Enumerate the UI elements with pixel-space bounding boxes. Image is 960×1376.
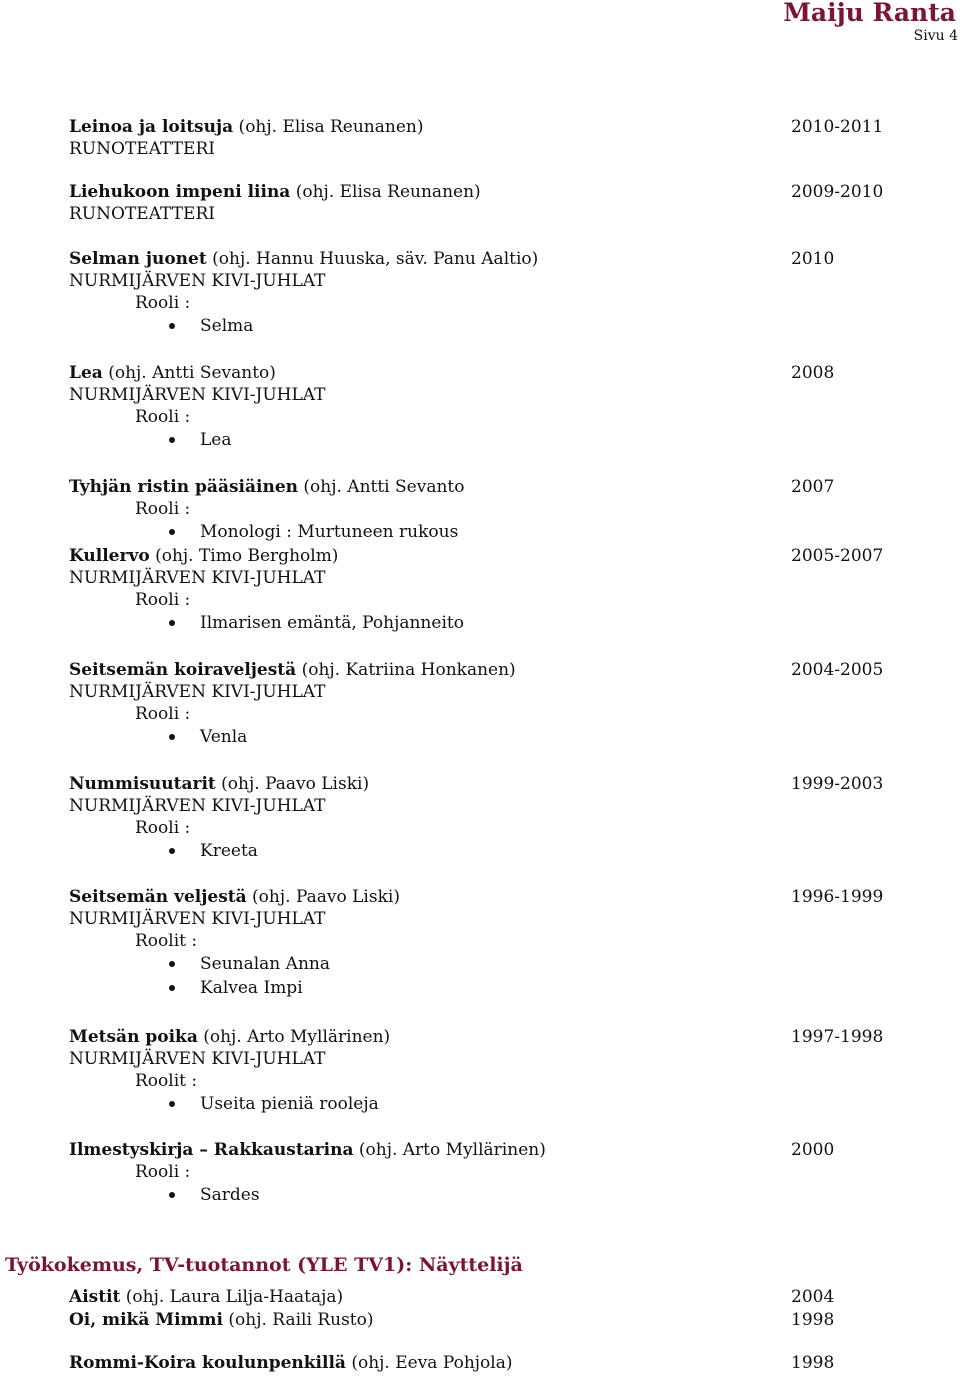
production-title: Lea [69, 363, 103, 383]
role-item: Kreeta [69, 839, 929, 863]
theatre-entry [69, 476, 929, 544]
theatre-entry [69, 545, 929, 635]
bullet-icon [169, 1192, 175, 1198]
director: (ohj. Paavo Liski) [246, 887, 400, 907]
role-label: Roolit : [135, 1071, 198, 1091]
director: (ohj. Eeva Pohjola) [345, 1353, 513, 1373]
year: 1998 [791, 1353, 835, 1373]
director: (ohj. Raili Rusto) [222, 1310, 374, 1330]
year: 2004-2005 [791, 660, 884, 680]
bullet-icon [169, 1101, 175, 1107]
production-title: Liehukoon impeni liina [69, 182, 291, 202]
organization: RUNOTEATTERI [69, 204, 215, 224]
production-title: Ilmestyskirja – Rakkaustarina [69, 1140, 354, 1160]
organization: NURMIJÄRVEN KIVI-JUHLAT [69, 796, 326, 816]
bullet-icon [169, 437, 175, 443]
director: (ohj. Paavo Liski) [215, 774, 370, 794]
organization: RUNOTEATTERI [69, 139, 215, 159]
director: (ohj. Laura Lilja-Haataja) [120, 1287, 344, 1307]
theatre-entry [69, 1139, 929, 1207]
year: 1996-1999 [791, 887, 884, 907]
director: (ohj. Elisa Reunanen) [233, 117, 424, 137]
bullet-icon [169, 620, 175, 626]
director: (ohj. Elisa Reunanen) [290, 182, 481, 202]
tv-entry [69, 1352, 929, 1374]
theatre-entry [69, 659, 929, 749]
year: 1998 [791, 1310, 835, 1330]
director: (ohj. Timo Bergholm) [149, 546, 339, 566]
role-label: Rooli : [135, 590, 191, 610]
theatre-entry [69, 181, 929, 225]
organization: NURMIJÄRVEN KIVI-JUHLAT [69, 682, 326, 702]
year: 2010-2011 [791, 117, 884, 137]
role-item: Useita pieniä rooleja [69, 1092, 929, 1116]
production-title: Seitsemän koiraveljestä [69, 660, 297, 680]
organization: NURMIJÄRVEN KIVI-JUHLAT [69, 909, 326, 929]
theatre-entry [69, 773, 929, 863]
organization: NURMIJÄRVEN KIVI-JUHLAT [69, 385, 326, 405]
bullet-icon [169, 529, 175, 535]
production-title: Nummisuutarit [69, 774, 216, 794]
year: 2008 [791, 363, 835, 383]
bullet-icon [169, 985, 175, 991]
production-title: Seitsemän veljestä [69, 887, 247, 907]
production-title: Tyhjän ristin pääsiäinen [69, 477, 298, 497]
production-title: Aistit [69, 1287, 121, 1307]
bullet-icon [169, 848, 175, 854]
director: (ohj. Katriina Honkanen) [296, 660, 516, 680]
year: 2009-2010 [791, 182, 884, 202]
year: 2004 [791, 1287, 835, 1307]
tv-entry [69, 1286, 929, 1308]
organization: NURMIJÄRVEN KIVI-JUHLAT [69, 568, 326, 588]
director: (ohj. Antti Sevanto) [102, 363, 276, 383]
role-item: Sardes [69, 1183, 929, 1207]
author-name: Maiju Ranta [783, 0, 956, 27]
year: 1999-2003 [791, 774, 884, 794]
role-item: Seunalan Anna [69, 952, 929, 976]
theatre-entry [69, 1026, 929, 1116]
production-title: Oi, mikä Mimmi [69, 1310, 223, 1330]
bullet-icon [169, 323, 175, 329]
role-label: Rooli : [135, 499, 191, 519]
year: 2010 [791, 249, 835, 269]
year: 1997-1998 [791, 1027, 884, 1047]
production-title: Metsän poika [69, 1027, 198, 1047]
role-label: Rooli : [135, 293, 191, 313]
role-label: Roolit : [135, 931, 198, 951]
theatre-entry [69, 248, 929, 338]
year: 2000 [791, 1140, 835, 1160]
production-title: Rommi-Koira koulunpenkillä [69, 1353, 346, 1373]
theatre-entry [69, 362, 929, 452]
organization: NURMIJÄRVEN KIVI-JUHLAT [69, 1049, 326, 1069]
role-item: Lea [69, 428, 929, 452]
role-label: Rooli : [135, 704, 191, 724]
production-title: Selman juonet [69, 249, 207, 269]
director: (ohj. Hannu Huuska, säv. Panu Aaltio) [206, 249, 539, 269]
director: (ohj. Antti Sevanto [298, 477, 465, 497]
role-label: Rooli : [135, 407, 191, 427]
theatre-entry [69, 116, 929, 160]
production-title: Kullervo [69, 546, 150, 566]
year: 2005-2007 [791, 546, 884, 566]
year: 2007 [791, 477, 835, 497]
role-item: Monologi : Murtuneen rukous [69, 520, 929, 544]
production-title: Leinoa ja loitsuja [69, 117, 234, 137]
bullet-icon [169, 734, 175, 740]
role-item: Selma [69, 314, 929, 338]
theatre-entry [69, 886, 929, 1000]
organization: NURMIJÄRVEN KIVI-JUHLAT [69, 271, 326, 291]
section-title-tv: Työkokemus, TV-tuotannot (YLE TV1): Näyttelijä [5, 1254, 523, 1276]
page-number: Sivu 4 [913, 28, 958, 44]
role-label: Rooli : [135, 818, 191, 838]
role-item: Ilmarisen emäntä, Pohjanneito [69, 611, 929, 635]
role-item: Kalvea Impi [69, 976, 929, 1000]
role-item: Venla [69, 725, 929, 749]
role-label: Rooli : [135, 1162, 191, 1182]
bullet-icon [169, 961, 175, 967]
director: (ohj. Arto Myllärinen) [197, 1027, 391, 1047]
tv-entry [69, 1309, 929, 1331]
director: (ohj. Arto Myllärinen) [353, 1140, 546, 1160]
